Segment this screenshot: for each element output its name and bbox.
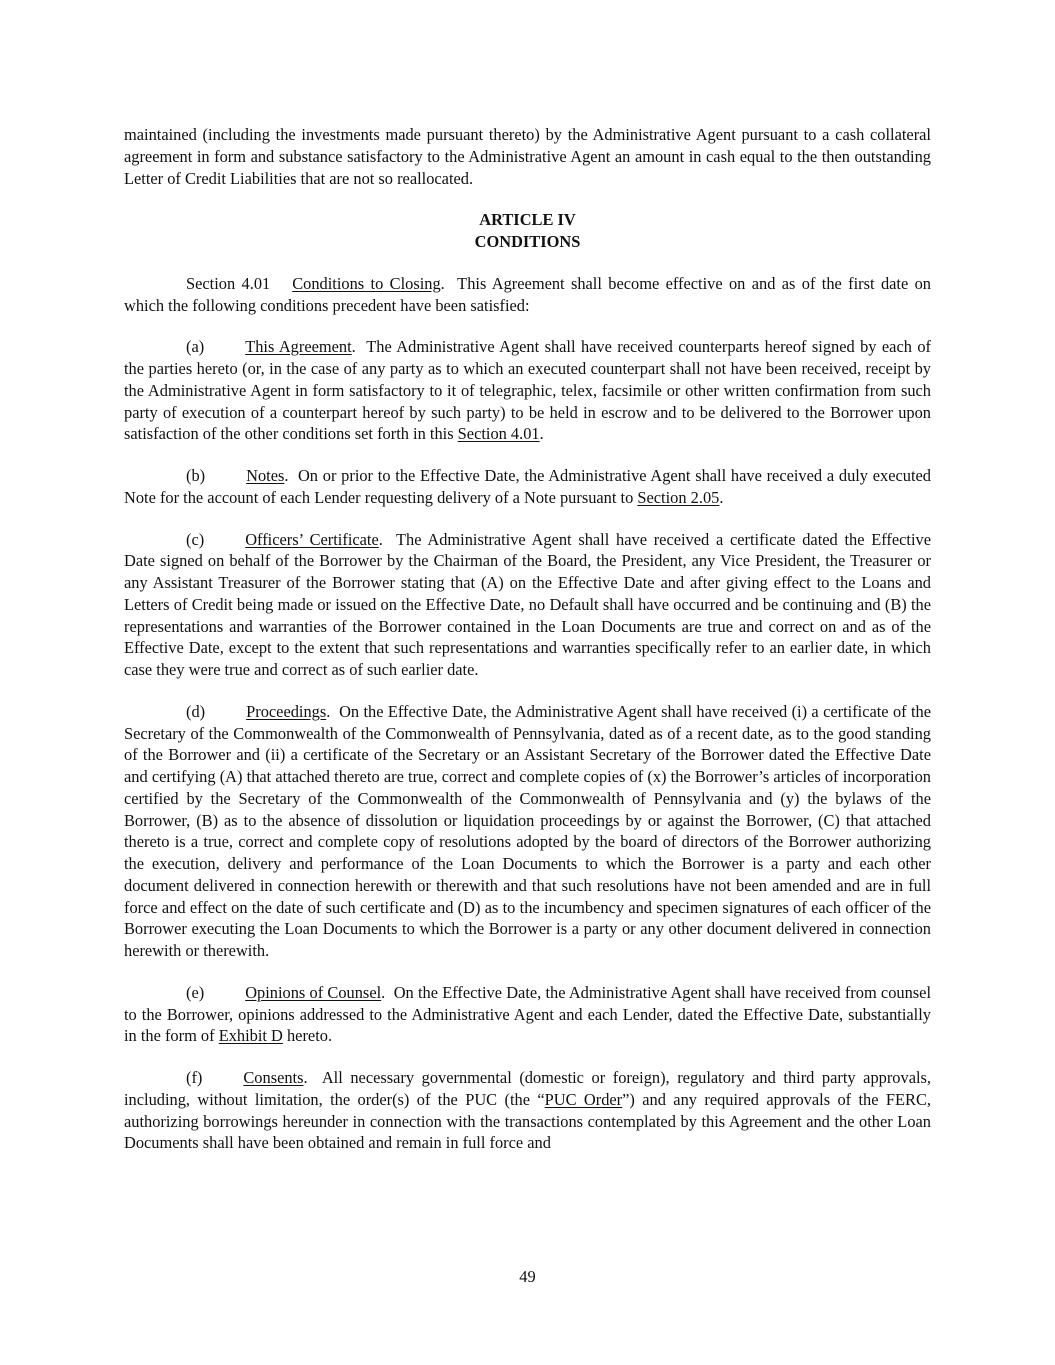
clause-c-body — [124, 530, 935, 680]
clause-f-body — [124, 1068, 935, 1152]
clause-a-paragraph — [124, 336, 936, 445]
defined-term: PUC Order — [544, 1089, 623, 1109]
document-page — [124, 124, 936, 1154]
clause-c-paragraph — [124, 529, 936, 681]
clause-label: (b) — [186, 466, 206, 485]
intro-paragraph — [124, 124, 936, 189]
text-run: . All necessary governmental (domestic or foreign), regulatory and third party approvals, including, without limitation, the order(s) of the PUC (the “ — [124, 1068, 936, 1109]
text-run: . — [719, 487, 724, 507]
clause-b-paragraph — [124, 465, 936, 509]
text-run: . The Administrative Agent shall have received a certificate dated the Effective Date signed on behalf of the Borrower by the Chairman of the Board, the President, any Vice President, the Treasurer or any Assistant Treasurer of the Borrower stating that (A) on the Effective Date and after giving effect to the Loans and Letters of Credit being made or issued on the Effective Date, no Default shall have occurred and be continuing and (B) the representations and warranties of the Borrower contained in the Loan Documents are true and correct on and as of the Effective Date, except to the extent that such representations and warranties specifically refer to an earlier date, in which case they were true and correct as of such earlier date. — [124, 529, 936, 679]
text-run: . — [539, 424, 544, 444]
clause-f-paragraph — [124, 1067, 936, 1154]
article-subtitle: CONDITIONS — [474, 232, 581, 251]
defined-term: Notes — [246, 466, 285, 485]
clause-e-body — [124, 983, 935, 1046]
text-run: . On the Effective Date, the Administrative Agent shall have received (i) a certificate of the Secretary of the Commonwealth of the Commonwealth of Pennsylvania, dated as of a recent date, as to the good standing of the Borrower and (ii) a certificate of the Secretary or an Assistant Secretary of the Borrower dated the Effective Date and certifying (A) that attached thereto are true, correct and complete copies of (x) the Borrower’s articles of incorporation certified by the Secretary of the Commonwealth of the Commonwealth of Pennsylvania and (y) the bylaws of the Borrower, (B) as to the absence of dissolution or liquidation proceedings by or against the Borrower, (C) that attached thereto is a true, correct and complete copy of resolutions adopted by the board of directors of the Borrower authorizing the execution, delivery and performance of the Loan Documents to which the Borrower is a party and each other document delivered in connection herewith or therewith and that such resolutions have not been amended and are in full force and effect on the date of such certificate and (D) as to the incumbency and specimen signatures of each officer of the Borrower executing the Loan Documents to which the Borrower is a party or any other document delivered in connection herewith or therewith. — [124, 701, 936, 960]
clause-label: (e) — [186, 982, 205, 1002]
defined-term: Conditions to Closing — [292, 273, 441, 293]
defined-term: Proceedings — [246, 701, 327, 721]
defined-term: This Agreement — [245, 337, 352, 357]
text-run: . On or prior to the Effective Date, the Administrative Agent shall have received a duly executed Note for the account of each Lender requesting delivery of a Note pursuant to — [124, 466, 936, 507]
clause-label: (f) — [186, 1068, 203, 1087]
defined-term: Consents — [243, 1068, 304, 1087]
defined-term: Officers’ Certificate — [245, 529, 379, 549]
article-title: ARTICLE IV — [479, 210, 576, 230]
clause-a-body — [124, 337, 935, 443]
text-run: ”) and any required approvals of the FERC, authorizing borrowings hereunder in connection with the transactions contemplated by this Agreement and the other Loan Documents shall have been obtained and remain in full force and — [124, 1089, 936, 1153]
clause-label: (c) — [186, 529, 205, 549]
clause-b-body — [124, 466, 935, 507]
clause-d-body — [124, 702, 935, 960]
text-run: maintained (including the investments made pursuant thereto) by the Administrative Agent pursuant to a cash collateral agreement in form and substance satisfactory to the Administrative Agent an amount in cash equal to the then outstanding Letter of Credit Liabilities that are not so reallocated. — [124, 125, 936, 188]
clause-label: (a) — [186, 337, 205, 357]
text-run: hereto. — [282, 1026, 333, 1046]
text-run: . The Administrative Agent shall have received counterparts hereof signed by each of the parties hereto (or, in the case of any party as to which an executed counterpart shall not have been received, receipt by the Administrative Agent in form satisfactory to it of telegraphic, telex, facsimile or other written confirmation from such party of execution of a counterpart hereof by such party) to be held in escrow and to be delivered to the Borrower upon satisfaction of the other conditions set forth in this — [124, 337, 936, 444]
clause-e-paragraph — [124, 982, 936, 1047]
text-run: . This Agreement shall become effective on and as of the first date on which the following conditions precedent have been satisfied: — [124, 273, 936, 315]
defined-term: Opinions of Counsel — [245, 982, 382, 1002]
section-number: Section 4.01 — [186, 273, 271, 293]
defined-term: Section 2.05 — [637, 487, 720, 507]
defined-term: Section 4.01 — [457, 424, 540, 444]
defined-term: Exhibit D — [218, 1026, 283, 1046]
clause-d-paragraph — [124, 701, 936, 962]
text-run: . On the Effective Date, the Administrative Agent shall have received from counsel to the Borrower, opinions addressed to the Administrative Agent and each Lender, dated the Effective Date, substantially in the form of — [124, 982, 936, 1046]
clause-label: (d) — [186, 701, 206, 721]
page-number: 49 — [519, 1267, 536, 1286]
section-4-01-paragraph — [124, 273, 936, 317]
